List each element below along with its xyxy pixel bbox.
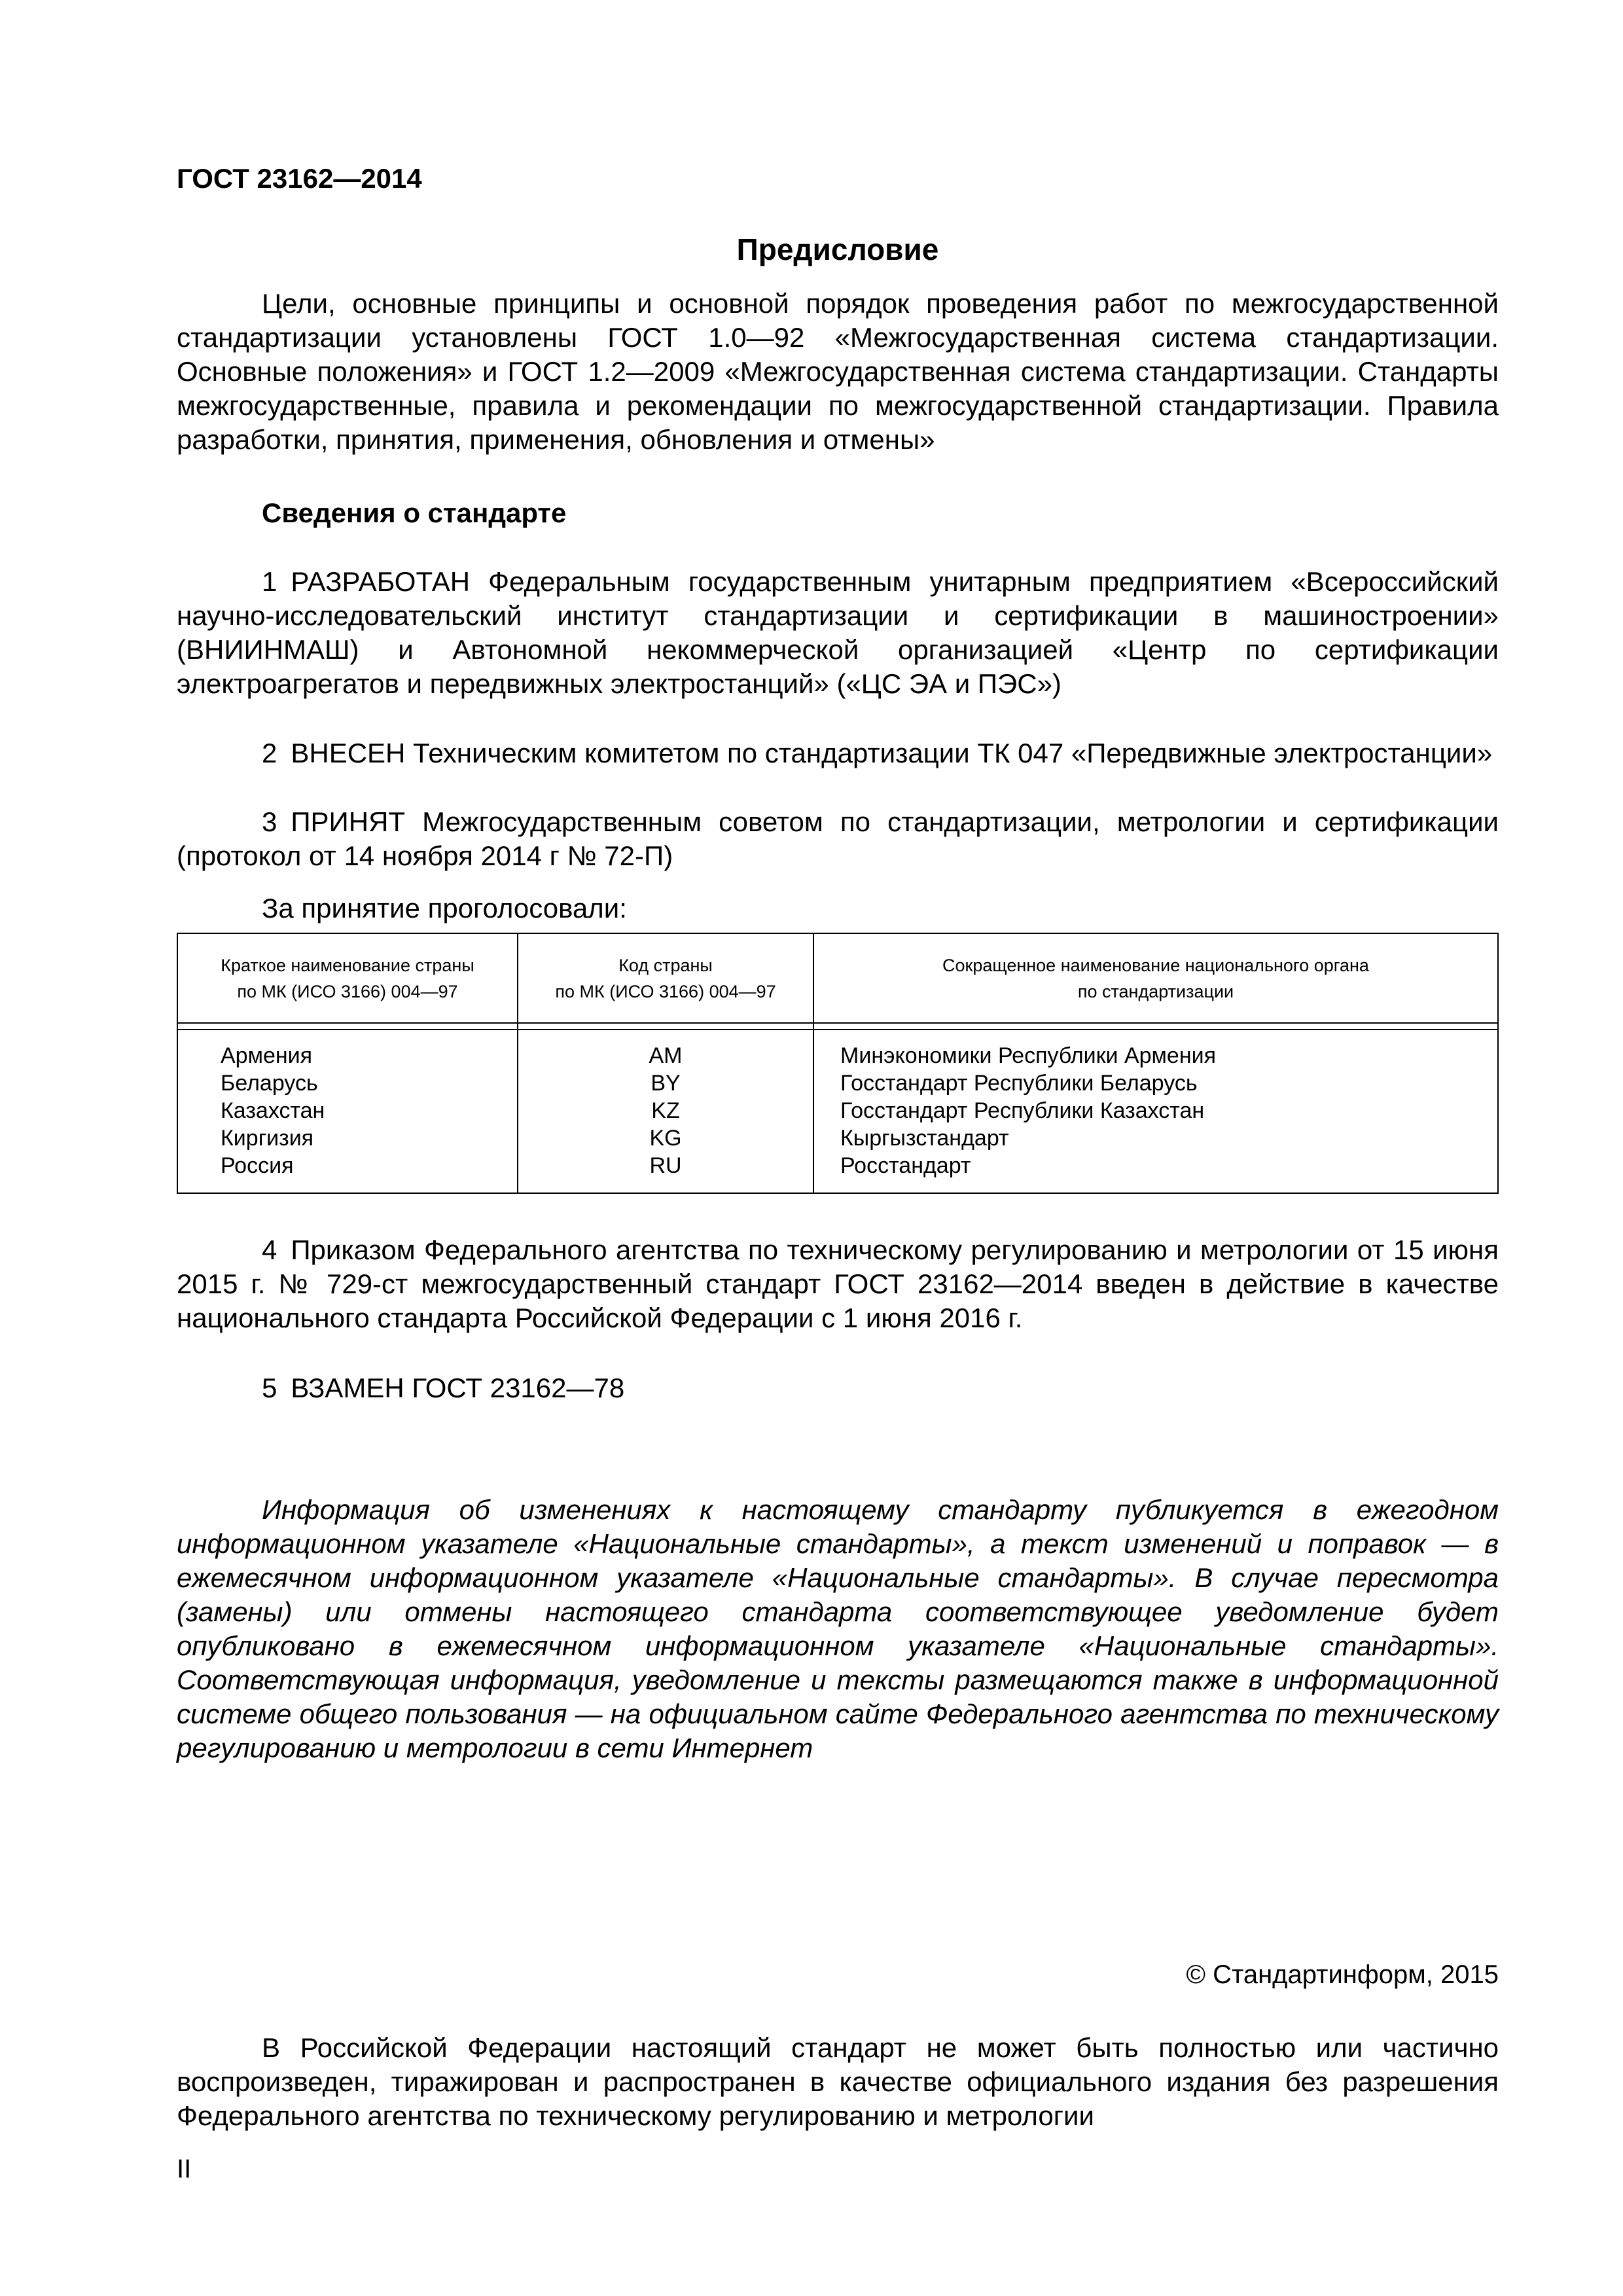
code-cell: RU <box>649 1153 682 1178</box>
vote-table-body <box>178 1030 1497 1193</box>
page-title: Предисловие <box>736 232 939 266</box>
vote-table-country-column <box>178 1030 518 1193</box>
code-cell: KZ <box>651 1098 680 1123</box>
org-cell: Минэкономики Республики Армения <box>840 1043 1216 1068</box>
country-cell: Казахстан <box>221 1098 325 1123</box>
country-cell: Киргизия <box>221 1126 314 1151</box>
vote-table-org-column <box>814 1030 1497 1193</box>
doc-number: ГОСТ 23162—2014 <box>177 163 422 194</box>
amendments-note: Информация об изменениях к настоящему стандарту публикуется в ежегодном информационном указателе «Национальные стандарты», а текст изменений и поправок — в ежемесячном информационном указателе «Национальные стандарты». В случае пересмотра (замены) или отмены настоящего стандарта соответствующее уведомление будет опубликовано в ежемесячном информационном указателе «Национальные стандарты». Соответствующая информация, уведомление и тексты размещаются также в информационной системе общего пользования — на официальном сайте Федерального агентства по техническому регулированию и метрологии в сети Интернет <box>177 1494 1499 1763</box>
vote-table-header-org: Сокращенное наименование национального органа по стандартизации <box>942 955 1369 1001</box>
code-cell: KG <box>649 1126 682 1151</box>
vote-table-code-column <box>518 1030 814 1193</box>
foreword-item-3: 3 ПРИНЯТ Межгосударственным советом по стандартизации, метрологии и сертификации (протокол от 14 ноября 2014 г № 72-П) <box>177 806 1499 871</box>
standard-info-heading: Сведения о стандарте <box>262 497 567 528</box>
foreword-item-1: 1 РАЗРАБОТАН Федеральным государственным унитарным предприятием «Всероссийский научно-исследовательский институт стандартизации и сертификации в машиностроении» (ВНИИНМАШ) и Автономной некоммерческой организацией «Центр по сертификации электроагрегатов и передвижных электростанций» («ЦС ЭА и ПЭС») <box>177 566 1499 699</box>
vote-table-header-country: Краткое наименование страны по МК (ИСО 3166) 004—97 <box>178 934 518 1022</box>
foreword-item-2: 2 ВНЕСЕН Техническим комитетом по стандартизации ТК 047 «Передвижные электростанции» <box>262 738 1493 768</box>
code-cell: AM <box>649 1043 683 1068</box>
reproduction-restriction: В Российской Федерации настоящий стандарт не может быть полностью или частично воспроизведен, тиражирован и распространен в качестве официального издания без разрешения Федерального агентства по техническому регулированию и метрологии <box>177 2032 1499 2131</box>
page-number: II <box>177 2155 192 2183</box>
code-cell: BY <box>651 1071 681 1096</box>
vote-table-header-row <box>178 934 1497 1024</box>
copyright-line: © Стандартинформ, 2015 <box>1186 1960 1499 1989</box>
vote-table <box>177 933 1499 1194</box>
country-cell: Россия <box>221 1153 294 1178</box>
org-cell: Кыргызстандарт <box>840 1126 1009 1151</box>
foreword-item-5: 5 ВЗАМЕН ГОСТ 23162—78 <box>262 1372 625 1403</box>
vote-table-header-code: Код страны по МК (ИСО 3166) 004—97 <box>518 934 814 1022</box>
country-cell: Армения <box>221 1043 313 1068</box>
vote-table-double-rule <box>178 1024 1497 1030</box>
country-cell: Беларусь <box>221 1071 318 1096</box>
intro-paragraph: Цели, основные принципы и основной порядок проведения работ по межгосударственной стандартизации установлены ГОСТ 1.0—92 «Межгосударственная система стандартизации. Основные положения» и ГОСТ 1.2—2009 «Межгосударственная система стандартизации. Стандарты межгосударственные, правила и рекомендации по межгосударственной стандартизации. Правила разработки, принятия, применения, обновления и отмены» <box>177 288 1499 455</box>
org-cell: Росстандарт <box>840 1153 971 1178</box>
foreword-item-4: 4 Приказом Федерального агентства по техническому регулированию и метрологии от 15 июня 2015 г. № 729-ст межгосударственный стандарт ГОСТ 23162—2014 введен в действие в качестве национального стандарта Российской Федерации с 1 июня 2016 г. <box>177 1234 1499 1333</box>
org-cell: Госстандарт Республики Беларусь <box>840 1071 1198 1096</box>
vote-lead: За принятие проголосовали: <box>262 893 627 924</box>
org-cell: Госстандарт Республики Казахстан <box>840 1098 1205 1123</box>
